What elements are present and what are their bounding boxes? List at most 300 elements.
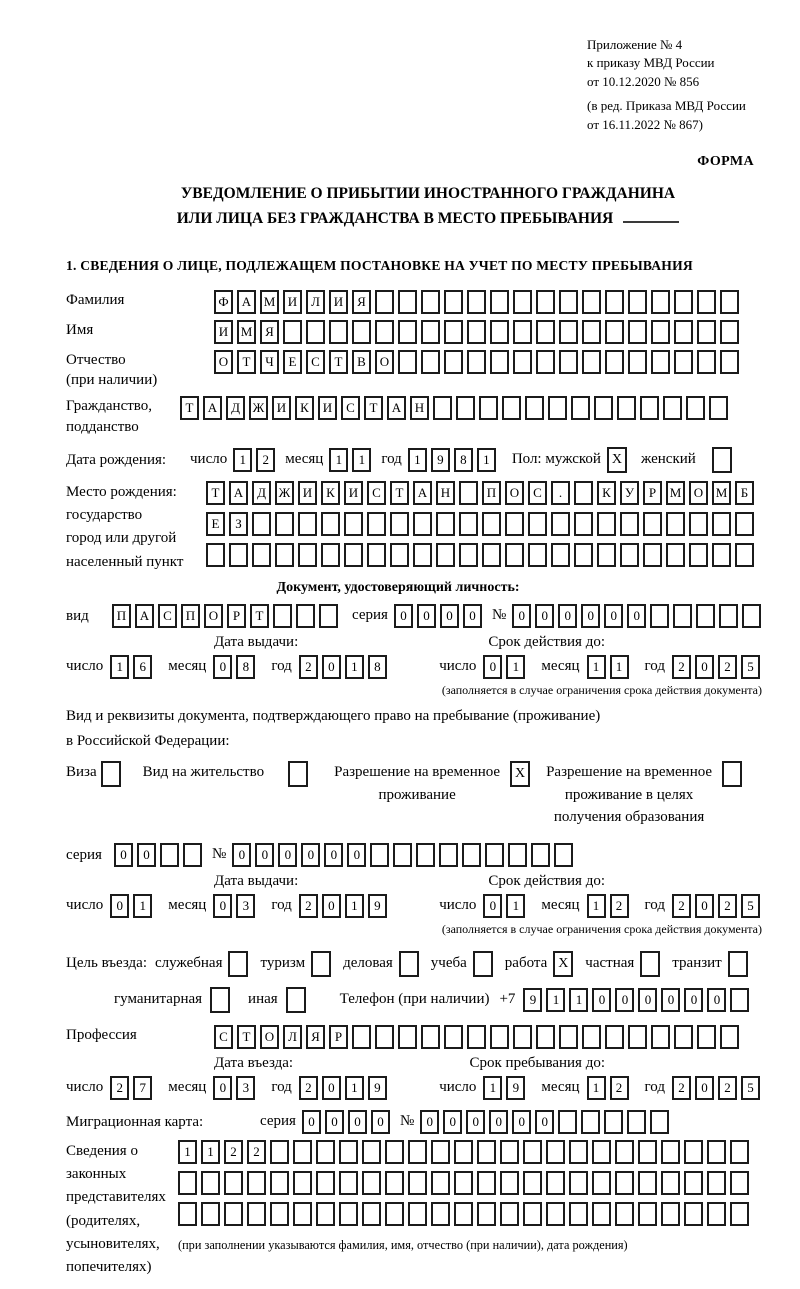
cell[interactable] — [306, 320, 325, 344]
cell[interactable]: 1 — [345, 655, 364, 679]
cell[interactable] — [416, 843, 435, 867]
purpose-business-checkbox[interactable] — [399, 951, 419, 977]
migration-series-cells[interactable] — [302, 1110, 394, 1134]
cell[interactable] — [689, 512, 708, 536]
stay-day-cells[interactable] — [483, 1076, 529, 1100]
cell[interactable]: 8 — [368, 655, 387, 679]
cell[interactable] — [569, 1202, 588, 1226]
cell[interactable]: О — [204, 604, 223, 628]
cell[interactable]: 9 — [368, 894, 387, 918]
cell[interactable]: 0 — [347, 843, 366, 867]
cell[interactable] — [273, 604, 292, 628]
cell[interactable] — [719, 604, 738, 628]
cell[interactable]: 1 — [233, 448, 252, 472]
cell[interactable] — [505, 543, 524, 567]
cell[interactable] — [620, 512, 639, 536]
cell[interactable] — [454, 1140, 473, 1164]
cell[interactable] — [444, 350, 463, 374]
citizenship-cells[interactable] — [180, 396, 732, 420]
cell[interactable]: Е — [206, 512, 225, 536]
cell[interactable] — [674, 350, 693, 374]
cell[interactable] — [574, 543, 593, 567]
cell[interactable] — [459, 543, 478, 567]
cell[interactable] — [288, 761, 308, 787]
cell[interactable] — [329, 320, 348, 344]
cell[interactable]: 1 — [569, 988, 588, 1012]
cell[interactable] — [546, 1202, 565, 1226]
sex-male-checkbox[interactable] — [607, 447, 627, 473]
cell[interactable]: 0 — [707, 988, 726, 1012]
cell[interactable] — [500, 1202, 519, 1226]
cell[interactable] — [252, 512, 271, 536]
cell[interactable]: 0 — [322, 1076, 341, 1100]
cell[interactable] — [408, 1140, 427, 1164]
cell[interactable] — [482, 543, 501, 567]
cell[interactable] — [689, 543, 708, 567]
cell[interactable] — [627, 1110, 646, 1134]
residence-valid-month[interactable] — [587, 894, 633, 918]
cell[interactable] — [651, 320, 670, 344]
cell[interactable] — [473, 951, 493, 977]
cell[interactable]: 0 — [213, 1076, 232, 1100]
cell[interactable] — [559, 290, 578, 314]
cell[interactable] — [674, 320, 693, 344]
cell[interactable]: 9 — [523, 988, 542, 1012]
cell[interactable]: 0 — [512, 1110, 531, 1134]
cell[interactable] — [574, 481, 593, 505]
identity-valid-day[interactable] — [483, 655, 529, 679]
cell[interactable] — [316, 1171, 335, 1195]
cell[interactable] — [398, 290, 417, 314]
cell[interactable]: И — [283, 290, 302, 314]
identity-valid-year[interactable] — [672, 655, 764, 679]
cell[interactable]: 2 — [718, 1076, 737, 1100]
cell[interactable] — [339, 1171, 358, 1195]
birth-day-cells[interactable] — [233, 448, 279, 472]
cell[interactable]: 2 — [299, 894, 318, 918]
cell[interactable] — [707, 1202, 726, 1226]
cell[interactable] — [298, 512, 317, 536]
cell[interactable]: Н — [436, 481, 455, 505]
representatives-cells-row3[interactable] — [178, 1202, 753, 1226]
cell[interactable]: 1 — [610, 655, 629, 679]
cell[interactable]: Т — [237, 350, 256, 374]
cell[interactable]: 0 — [684, 988, 703, 1012]
cell[interactable] — [709, 396, 728, 420]
cell[interactable] — [559, 1025, 578, 1049]
purpose-study-checkbox[interactable] — [473, 951, 493, 977]
cell[interactable]: 2 — [672, 1076, 691, 1100]
cell[interactable]: 0 — [417, 604, 436, 628]
cell[interactable] — [697, 290, 716, 314]
cell[interactable]: 0 — [114, 843, 133, 867]
cell[interactable] — [296, 604, 315, 628]
cell[interactable] — [707, 1171, 726, 1195]
cell[interactable] — [431, 1202, 450, 1226]
cell[interactable]: 8 — [454, 448, 473, 472]
cell[interactable]: 2 — [610, 894, 629, 918]
cell[interactable] — [730, 1140, 749, 1164]
cell[interactable]: X — [510, 761, 530, 787]
cell[interactable] — [523, 1202, 542, 1226]
cell[interactable] — [548, 396, 567, 420]
cell[interactable]: 0 — [638, 988, 657, 1012]
cell[interactable] — [651, 290, 670, 314]
cell[interactable]: Р — [227, 604, 246, 628]
cell[interactable] — [666, 512, 685, 536]
cell[interactable] — [431, 1140, 450, 1164]
cell[interactable]: 0 — [371, 1110, 390, 1134]
cell[interactable]: 6 — [133, 655, 152, 679]
cell[interactable] — [408, 1171, 427, 1195]
temporary-residence-checkbox[interactable] — [510, 761, 530, 787]
cell[interactable] — [467, 290, 486, 314]
cell[interactable] — [311, 951, 331, 977]
cell[interactable]: П — [482, 481, 501, 505]
cell[interactable]: 0 — [512, 604, 531, 628]
cell[interactable] — [528, 512, 547, 536]
identity-issue-month[interactable] — [213, 655, 259, 679]
cell[interactable]: 2 — [256, 448, 275, 472]
cell[interactable] — [536, 290, 555, 314]
cell[interactable]: 0 — [213, 655, 232, 679]
birth-year-cells[interactable] — [408, 448, 500, 472]
cell[interactable] — [293, 1202, 312, 1226]
cell[interactable] — [735, 543, 754, 567]
cell[interactable] — [431, 1171, 450, 1195]
cell[interactable] — [742, 604, 761, 628]
cell[interactable]: М — [666, 481, 685, 505]
cell[interactable]: Ж — [275, 481, 294, 505]
cell[interactable]: Е — [283, 350, 302, 374]
cell[interactable]: 0 — [695, 1076, 714, 1100]
cell[interactable]: 7 — [133, 1076, 152, 1100]
sex-female-checkbox[interactable] — [712, 447, 732, 473]
cell[interactable]: Д — [226, 396, 245, 420]
cell[interactable] — [674, 290, 693, 314]
cell[interactable]: Д — [252, 481, 271, 505]
cell[interactable] — [398, 320, 417, 344]
cell[interactable]: 0 — [213, 894, 232, 918]
cell[interactable]: 3 — [236, 1076, 255, 1100]
stay-year-cells[interactable] — [672, 1076, 764, 1100]
purpose-other-checkbox[interactable] — [286, 987, 306, 1013]
cell[interactable]: Р — [643, 481, 662, 505]
cell[interactable]: 1 — [352, 448, 371, 472]
cell[interactable]: 0 — [110, 894, 129, 918]
residence-permit-checkbox[interactable] — [288, 761, 308, 787]
cell[interactable] — [275, 543, 294, 567]
residence-number-cells[interactable] — [232, 843, 577, 867]
cell[interactable] — [513, 320, 532, 344]
cell[interactable] — [398, 350, 417, 374]
cell[interactable]: 9 — [368, 1076, 387, 1100]
identity-issue-year[interactable] — [299, 655, 391, 679]
cell[interactable] — [712, 512, 731, 536]
cell[interactable] — [321, 543, 340, 567]
cell[interactable]: А — [203, 396, 222, 420]
cell[interactable] — [661, 1140, 680, 1164]
cell[interactable] — [661, 1202, 680, 1226]
cell[interactable] — [490, 320, 509, 344]
cell[interactable] — [525, 396, 544, 420]
cell[interactable]: 2 — [672, 655, 691, 679]
cell[interactable]: Я — [260, 320, 279, 344]
cell[interactable] — [339, 1140, 358, 1164]
cell[interactable]: 8 — [236, 655, 255, 679]
cell[interactable] — [720, 1025, 739, 1049]
cell[interactable] — [344, 512, 363, 536]
study-residence-checkbox[interactable] — [722, 761, 742, 787]
entry-day-cells[interactable] — [110, 1076, 156, 1100]
cell[interactable] — [398, 1025, 417, 1049]
cell[interactable]: 0 — [443, 1110, 462, 1134]
cell[interactable] — [339, 1202, 358, 1226]
cell[interactable] — [643, 543, 662, 567]
cell[interactable] — [536, 1025, 555, 1049]
cell[interactable]: И — [272, 396, 291, 420]
cell[interactable] — [490, 350, 509, 374]
cell[interactable] — [592, 1202, 611, 1226]
cell[interactable]: О — [260, 1025, 279, 1049]
cell[interactable] — [224, 1202, 243, 1226]
cell[interactable]: 1 — [178, 1140, 197, 1164]
cell[interactable]: 1 — [546, 988, 565, 1012]
cell[interactable] — [605, 350, 624, 374]
cell[interactable] — [270, 1171, 289, 1195]
cell[interactable] — [684, 1202, 703, 1226]
cell[interactable] — [319, 604, 338, 628]
cell[interactable] — [571, 396, 590, 420]
cell[interactable]: К — [295, 396, 314, 420]
cell[interactable]: А — [135, 604, 154, 628]
identity-issue-day[interactable] — [110, 655, 156, 679]
cell[interactable]: М — [712, 481, 731, 505]
cell[interactable]: 0 — [324, 843, 343, 867]
cell[interactable]: 1 — [477, 448, 496, 472]
cell[interactable]: 0 — [581, 604, 600, 628]
cell[interactable]: П — [181, 604, 200, 628]
cell[interactable] — [286, 987, 306, 1013]
cell[interactable] — [500, 1140, 519, 1164]
purpose-work-checkbox[interactable] — [553, 951, 573, 977]
cell[interactable]: Т — [180, 396, 199, 420]
cell[interactable] — [436, 543, 455, 567]
residence-issue-month[interactable] — [213, 894, 259, 918]
cell[interactable] — [605, 290, 624, 314]
cell[interactable]: 0 — [604, 604, 623, 628]
cell[interactable]: 0 — [325, 1110, 344, 1134]
cell[interactable] — [605, 1025, 624, 1049]
cell[interactable]: 2 — [110, 1076, 129, 1100]
cell[interactable] — [390, 543, 409, 567]
stay-month-cells[interactable] — [587, 1076, 633, 1100]
cell[interactable] — [477, 1202, 496, 1226]
cell[interactable]: 0 — [348, 1110, 367, 1134]
cell[interactable]: 0 — [394, 604, 413, 628]
cell[interactable] — [638, 1171, 657, 1195]
entry-month-cells[interactable] — [213, 1076, 259, 1100]
cell[interactable]: 5 — [741, 655, 760, 679]
cell[interactable] — [582, 290, 601, 314]
cell[interactable] — [270, 1140, 289, 1164]
cell[interactable]: Т — [206, 481, 225, 505]
cell[interactable]: И — [298, 481, 317, 505]
cell[interactable]: Н — [410, 396, 429, 420]
cell[interactable] — [735, 512, 754, 536]
purpose-private-checkbox[interactable] — [640, 951, 660, 977]
cell[interactable] — [444, 320, 463, 344]
cell[interactable] — [270, 1202, 289, 1226]
cell[interactable] — [252, 543, 271, 567]
cell[interactable] — [707, 1140, 726, 1164]
cell[interactable] — [643, 512, 662, 536]
cell[interactable] — [206, 543, 225, 567]
cell[interactable] — [615, 1140, 634, 1164]
residence-series-cells[interactable] — [114, 843, 206, 867]
cell[interactable] — [628, 350, 647, 374]
cell[interactable]: 2 — [299, 1076, 318, 1100]
birth-place-cells-row1[interactable] — [206, 481, 758, 505]
cell[interactable]: 0 — [661, 988, 680, 1012]
cell[interactable]: 0 — [466, 1110, 485, 1134]
residence-valid-year[interactable] — [672, 894, 764, 918]
cell[interactable]: X — [553, 951, 573, 977]
cell[interactable]: О — [214, 350, 233, 374]
cell[interactable] — [459, 512, 478, 536]
cell[interactable] — [720, 320, 739, 344]
cell[interactable] — [502, 396, 521, 420]
cell[interactable]: 1 — [345, 894, 364, 918]
cell[interactable] — [224, 1171, 243, 1195]
surname-cells[interactable] — [214, 290, 743, 314]
cell[interactable] — [421, 350, 440, 374]
cell[interactable]: С — [306, 350, 325, 374]
cell[interactable]: А — [413, 481, 432, 505]
cell[interactable] — [569, 1140, 588, 1164]
cell[interactable] — [730, 988, 749, 1012]
cell[interactable]: 1 — [408, 448, 427, 472]
doc-series-cells[interactable] — [394, 604, 486, 628]
cell[interactable] — [628, 320, 647, 344]
cell[interactable] — [513, 290, 532, 314]
birth-month-cells[interactable] — [329, 448, 375, 472]
cell[interactable]: С — [528, 481, 547, 505]
cell[interactable] — [479, 396, 498, 420]
cell[interactable] — [720, 350, 739, 374]
cell[interactable] — [536, 350, 555, 374]
cell[interactable]: 5 — [741, 1076, 760, 1100]
cell[interactable]: Т — [237, 1025, 256, 1049]
cell[interactable]: О — [689, 481, 708, 505]
cell[interactable] — [298, 543, 317, 567]
cell[interactable] — [362, 1171, 381, 1195]
cell[interactable]: Т — [390, 481, 409, 505]
residence-issue-year[interactable] — [299, 894, 391, 918]
cell[interactable] — [650, 1110, 669, 1134]
cell[interactable]: К — [321, 481, 340, 505]
cell[interactable] — [454, 1202, 473, 1226]
cell[interactable] — [399, 951, 419, 977]
cell[interactable] — [500, 1171, 519, 1195]
cell[interactable]: 0 — [535, 604, 554, 628]
cell[interactable] — [592, 1171, 611, 1195]
cell[interactable] — [730, 1202, 749, 1226]
cell[interactable]: К — [597, 481, 616, 505]
cell[interactable]: М — [260, 290, 279, 314]
cell[interactable] — [663, 396, 682, 420]
cell[interactable]: 0 — [558, 604, 577, 628]
cell[interactable] — [712, 447, 732, 473]
cell[interactable] — [421, 320, 440, 344]
cell[interactable]: 1 — [110, 655, 129, 679]
cell[interactable] — [728, 951, 748, 977]
cell[interactable]: П — [112, 604, 131, 628]
cell[interactable] — [551, 512, 570, 536]
cell[interactable] — [605, 320, 624, 344]
cell[interactable] — [229, 543, 248, 567]
cell[interactable] — [293, 1140, 312, 1164]
cell[interactable] — [160, 843, 179, 867]
cell[interactable] — [559, 320, 578, 344]
cell[interactable] — [581, 1110, 600, 1134]
cell[interactable] — [638, 1140, 657, 1164]
cell[interactable] — [375, 290, 394, 314]
cell[interactable]: 0 — [615, 988, 634, 1012]
cell[interactable] — [183, 843, 202, 867]
cell[interactable]: В — [352, 350, 371, 374]
birth-place-cells-row2[interactable] — [206, 512, 758, 536]
cell[interactable] — [444, 1025, 463, 1049]
cell[interactable] — [367, 543, 386, 567]
cell[interactable] — [421, 290, 440, 314]
cell[interactable] — [684, 1140, 703, 1164]
cell[interactable] — [617, 396, 636, 420]
cell[interactable] — [283, 320, 302, 344]
cell[interactable] — [316, 1202, 335, 1226]
cell[interactable] — [582, 320, 601, 344]
cell[interactable]: 9 — [506, 1076, 525, 1100]
cell[interactable]: 2 — [299, 655, 318, 679]
cell[interactable] — [385, 1140, 404, 1164]
cell[interactable] — [247, 1171, 266, 1195]
cell[interactable]: 0 — [137, 843, 156, 867]
migration-number-cells[interactable] — [420, 1110, 673, 1134]
cell[interactable]: 0 — [278, 843, 297, 867]
cell[interactable]: И — [329, 290, 348, 314]
cell[interactable]: 1 — [483, 1076, 502, 1100]
phone-cells[interactable] — [523, 988, 753, 1012]
cell[interactable] — [536, 320, 555, 344]
cell[interactable] — [604, 1110, 623, 1134]
cell[interactable]: З — [229, 512, 248, 536]
cell[interactable]: С — [341, 396, 360, 420]
cell[interactable] — [650, 604, 669, 628]
cell[interactable]: 0 — [489, 1110, 508, 1134]
cell[interactable] — [615, 1171, 634, 1195]
cell[interactable]: А — [387, 396, 406, 420]
purpose-transit-checkbox[interactable] — [728, 951, 748, 977]
cell[interactable]: 2 — [610, 1076, 629, 1100]
cell[interactable] — [523, 1140, 542, 1164]
cell[interactable]: 1 — [587, 1076, 606, 1100]
birth-place-cells-row3[interactable] — [206, 543, 758, 567]
cell[interactable] — [344, 543, 363, 567]
cell[interactable] — [477, 1140, 496, 1164]
cell[interactable]: Ч — [260, 350, 279, 374]
residence-issue-day[interactable] — [110, 894, 156, 918]
cell[interactable]: 9 — [431, 448, 450, 472]
